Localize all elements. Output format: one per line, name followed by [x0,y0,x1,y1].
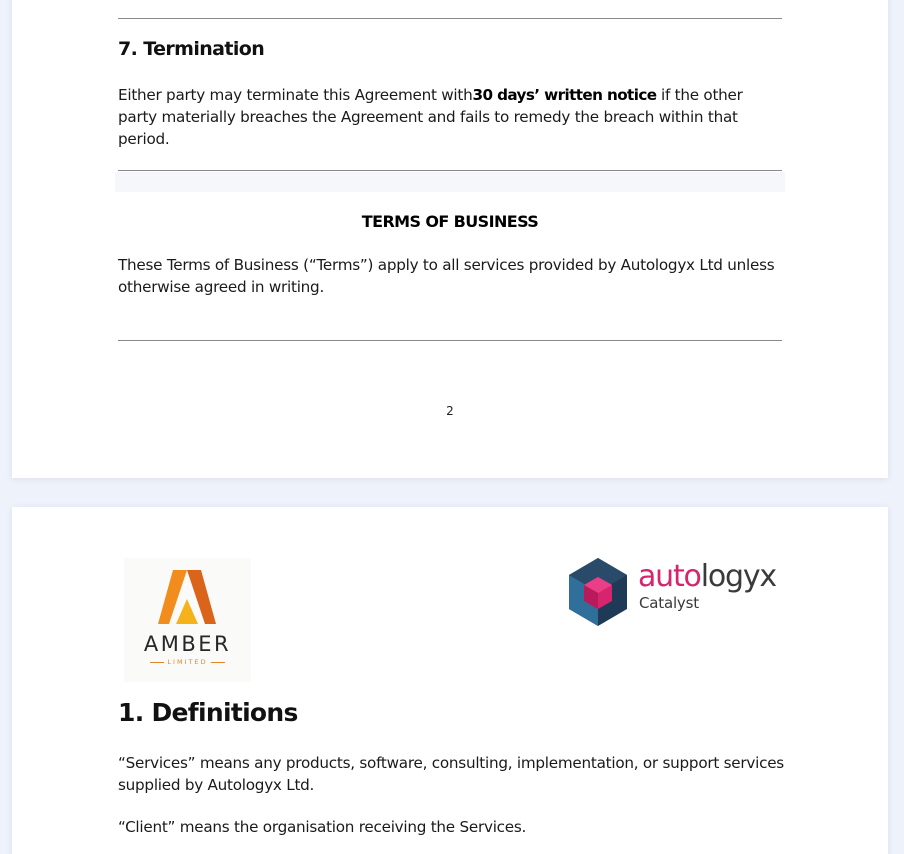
terms-of-business-paragraph: These Terms of Business (“Terms”) apply to all services provided by Autologyx Ltd unless otherwise agreed in writing. [118,256,775,296]
termination-text-after: if the other party materially breaches the Agreement and fails to remedy the breach within that period. [118,86,743,148]
autologyx-wordmark [638,559,776,594]
autologyx-subline: Catalyst [639,594,699,612]
page-number: 2 [446,404,454,418]
amber-subline [124,658,251,666]
amber-sub-text: LIMITED [167,658,208,666]
amber-limited-logo [124,558,251,682]
termination-text-before: Either party may terminate this Agreement with [118,86,473,104]
autologyx-hexagon-icon [564,557,634,631]
section-divider [118,340,782,341]
terms-of-business-title: TERMS OF BUSINESS [361,212,539,231]
notice-period-emphasis: 30 days’ written notice [472,86,657,104]
amber-wordmark: AMBER [143,632,232,656]
autologyx-word-rest: logyx [700,559,776,594]
autologyx-word-accent: auto [638,559,701,594]
section-band [115,172,785,192]
definitions-heading: 1. Definitions [118,698,298,727]
section-divider [118,170,782,171]
autologyx-catalyst-logo [564,557,778,631]
termination-paragraph [118,84,786,150]
document-page-2 [12,0,888,478]
termination-heading: 7. Termination [118,38,265,60]
document-page-3 [12,507,888,854]
services-definition: “Services” means any products, software, consulting, implementation, or support services supplied by Autologyx Ltd. [118,754,784,794]
client-definition: “Client” means the organisation receiving the Services. [118,818,527,836]
section-divider [118,18,782,19]
